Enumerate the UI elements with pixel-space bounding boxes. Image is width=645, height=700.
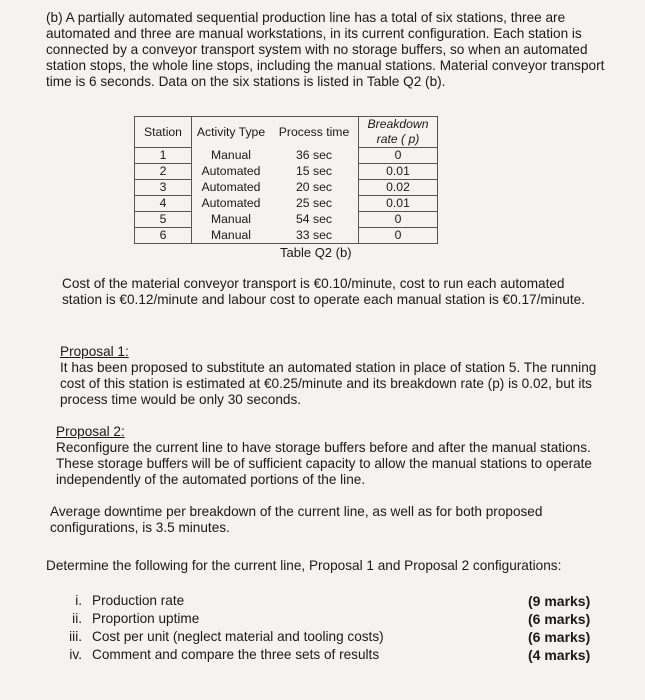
process-time-cell: 20 sec bbox=[296, 180, 332, 194]
header-process-time: Process time bbox=[278, 124, 350, 139]
item-number: iv. bbox=[69, 647, 82, 662]
table-row bbox=[135, 164, 438, 180]
list-item bbox=[40, 646, 610, 664]
breakdown-rate-cell: 0 bbox=[359, 148, 438, 164]
table-row bbox=[135, 148, 438, 164]
activity-cell: Manual bbox=[211, 148, 251, 162]
process-time-cell: 36 sec bbox=[296, 148, 332, 162]
item-number: i. bbox=[75, 593, 82, 608]
station-data-table bbox=[134, 116, 438, 244]
station-cell: 1 bbox=[135, 148, 192, 164]
item-text: Production rate bbox=[92, 593, 185, 608]
breakdown-rate-cell: 0.01 bbox=[359, 164, 438, 180]
station-cell: 3 bbox=[135, 180, 192, 196]
intro-paragraph: (b) A partially automated sequential production line has a total of six stations, three are automated and three are manual workstations, in its current configuration. Each station is connected by a conveyor transport system with no storage buffers, so when an automated station stops, the whole line stops, including the manual stations. Material conveyor transport time is 6 seconds. Data on the six stations is listed in Table Q2 (b). bbox=[46, 10, 605, 89]
activity-cell: Manual bbox=[211, 227, 251, 242]
breakdown-rate-cell: 0 bbox=[359, 228, 438, 244]
table-row bbox=[135, 180, 438, 196]
item-number: ii. bbox=[72, 611, 82, 626]
station-cell: 6 bbox=[135, 228, 192, 244]
proposal-1-text: It has been proposed to substitute an automated station in place of station 5. The running cost of this station is estimated at €0.25/minute and its breakdown rate (p) is 0.02, but its process time would be only 30 seconds. bbox=[60, 360, 597, 407]
breakdown-rate-cell: 0 bbox=[359, 212, 438, 228]
item-marks: (9 marks) bbox=[528, 593, 591, 609]
activity-cell: Manual bbox=[211, 212, 251, 226]
header-breakdown-rate: Breakdown rate ( p) bbox=[359, 117, 438, 148]
activity-cell: Automated bbox=[201, 164, 261, 178]
item-marks: (4 marks) bbox=[528, 647, 591, 663]
list-item bbox=[40, 628, 610, 646]
item-text: Proportion uptime bbox=[92, 611, 200, 626]
process-time-cell: 33 sec bbox=[296, 227, 332, 242]
determine-paragraph: Determine the following for the current line, Proposal 1 and Proposal 2 configurations: bbox=[46, 558, 562, 573]
item-marks: (6 marks) bbox=[528, 629, 591, 645]
cost-paragraph: Cost of the material conveyor transport is €0.10/minute, cost to run each automated station is €0.12/minute and labour cost to operate each manual station is €0.17/minute. bbox=[62, 276, 585, 307]
breakdown-rate-cell: 0.01 bbox=[359, 196, 438, 212]
activity-cell: Automated bbox=[201, 180, 261, 194]
breakdown-rate-cell: 0.02 bbox=[359, 180, 438, 196]
proposal-2-text: Reconfigure the current line to have storage buffers before and after the manual stations. These storage buffers will be of sufficient capacity to allow the manual stations to operate independently of the automated portions of the line. bbox=[56, 440, 592, 487]
item-text: Comment and compare the three sets of results bbox=[92, 647, 380, 662]
downtime-paragraph: Average downtime per breakdown of the current line, as well as for both proposed configurations, is 3.5 minutes. bbox=[50, 504, 543, 535]
header-activity-type: Activity Type bbox=[196, 124, 266, 139]
table-header-row bbox=[135, 117, 438, 148]
table-row bbox=[135, 212, 438, 228]
question-items-list bbox=[40, 592, 610, 664]
process-time-cell: 15 sec bbox=[296, 164, 332, 178]
proposal-2-title: Proposal 2: bbox=[56, 424, 125, 439]
station-cell: 5 bbox=[135, 212, 192, 228]
process-time-cell: 54 sec bbox=[296, 212, 332, 226]
table-row bbox=[135, 196, 438, 212]
table-row bbox=[135, 228, 438, 244]
list-item bbox=[40, 610, 610, 628]
item-number: iii. bbox=[69, 629, 82, 644]
proposal-1-title: Proposal 1: bbox=[60, 344, 129, 359]
station-table-wrapper bbox=[134, 116, 438, 244]
item-marks: (6 marks) bbox=[528, 611, 591, 627]
list-item bbox=[40, 592, 610, 610]
header-station: Station bbox=[135, 117, 192, 148]
activity-cell: Automated bbox=[201, 196, 261, 210]
item-text: Cost per unit (neglect material and tooling costs) bbox=[92, 629, 384, 644]
process-time-cell: 25 sec bbox=[296, 196, 332, 210]
table-caption: Table Q2 (b) bbox=[280, 245, 352, 260]
station-cell: 2 bbox=[135, 164, 192, 180]
station-cell: 4 bbox=[135, 196, 192, 212]
